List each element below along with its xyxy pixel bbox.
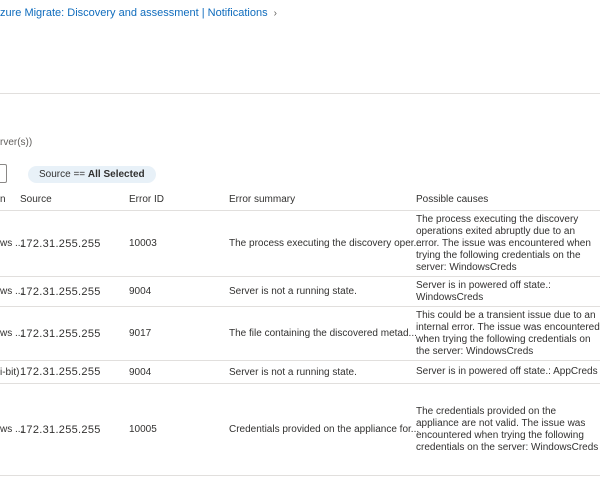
cell-name: ws ... <box>0 384 20 476</box>
cell-error-summary: Server is not a running state. <box>229 277 416 307</box>
column-header-possible-causes[interactable]: Possible causes <box>416 189 600 211</box>
cell-name: ws ... <box>0 277 20 307</box>
table-row[interactable] <box>0 211 600 277</box>
cell-error-id: 9017 <box>129 307 229 361</box>
column-header-error-id[interactable]: Error ID <box>129 189 229 211</box>
table-row[interactable] <box>0 277 600 307</box>
cell-error-id: 9004 <box>129 361 229 384</box>
filter-value: All Selected <box>87 169 145 180</box>
cell-name: i-bit) <box>0 361 20 384</box>
cell-name: ws ... <box>0 307 20 361</box>
cell-name: ws ... <box>0 211 20 277</box>
cell-error-summary: Server is not a running state. <box>229 361 416 384</box>
breadcrumb[interactable] <box>0 7 277 19</box>
cell-source: 172.31.255.255 <box>20 307 129 361</box>
cell-possible-causes: Server is in powered off state.: WindowsCreds <box>416 277 600 307</box>
table-header-row <box>0 189 600 211</box>
cell-error-summary: Credentials provided on the appliance for... <box>229 384 416 476</box>
cell-source: 172.31.255.255 <box>20 211 129 277</box>
table-row[interactable] <box>0 307 600 361</box>
table-row[interactable] <box>0 384 600 476</box>
column-header-error-summary[interactable]: Error summary <box>229 189 416 211</box>
filter-prefix: Source == <box>39 169 88 180</box>
cell-possible-causes: This could be a transient issue due to an internal error. The issue was encountered when trying the following credentials on the server: WindowsCreds <box>416 307 600 361</box>
column-header-source[interactable]: Source <box>20 189 129 211</box>
cell-source: 172.31.255.255 <box>20 361 129 384</box>
cell-error-summary: The process executing the discovery oper... <box>229 211 416 277</box>
cell-error-id: 10003 <box>129 211 229 277</box>
breadcrumb-link[interactable]: zure Migrate: Discovery and assessment | Notifications <box>0 7 268 19</box>
cell-possible-causes: The process executing the discovery operations exited abruptly due to an error. The issue was encountered when trying the following credentials on the server: WindowsCreds <box>416 211 600 277</box>
table-row[interactable] <box>0 361 600 384</box>
cell-error-summary: The file containing the discovered metad... <box>229 307 416 361</box>
cell-possible-causes: Server is in powered off state.: AppCreds <box>416 361 600 384</box>
notifications-table <box>0 189 600 476</box>
header-divider <box>0 93 600 94</box>
cell-error-id: 9004 <box>129 277 229 307</box>
chevron-right-icon: › <box>273 8 277 19</box>
source-filter-pill[interactable] <box>28 166 156 183</box>
server-count-text: rver(s)) <box>0 137 33 148</box>
column-header-name[interactable]: n <box>0 189 20 211</box>
cell-source: 172.31.255.255 <box>20 277 129 307</box>
cell-error-id: 10005 <box>129 384 229 476</box>
cell-possible-causes: The credentials provided on the appliance are not valid. The issue was encountered when trying the following credentials on the server: WindowsCreds <box>416 384 600 476</box>
cell-source: 172.31.255.255 <box>20 384 129 476</box>
search-input[interactable] <box>0 164 7 183</box>
